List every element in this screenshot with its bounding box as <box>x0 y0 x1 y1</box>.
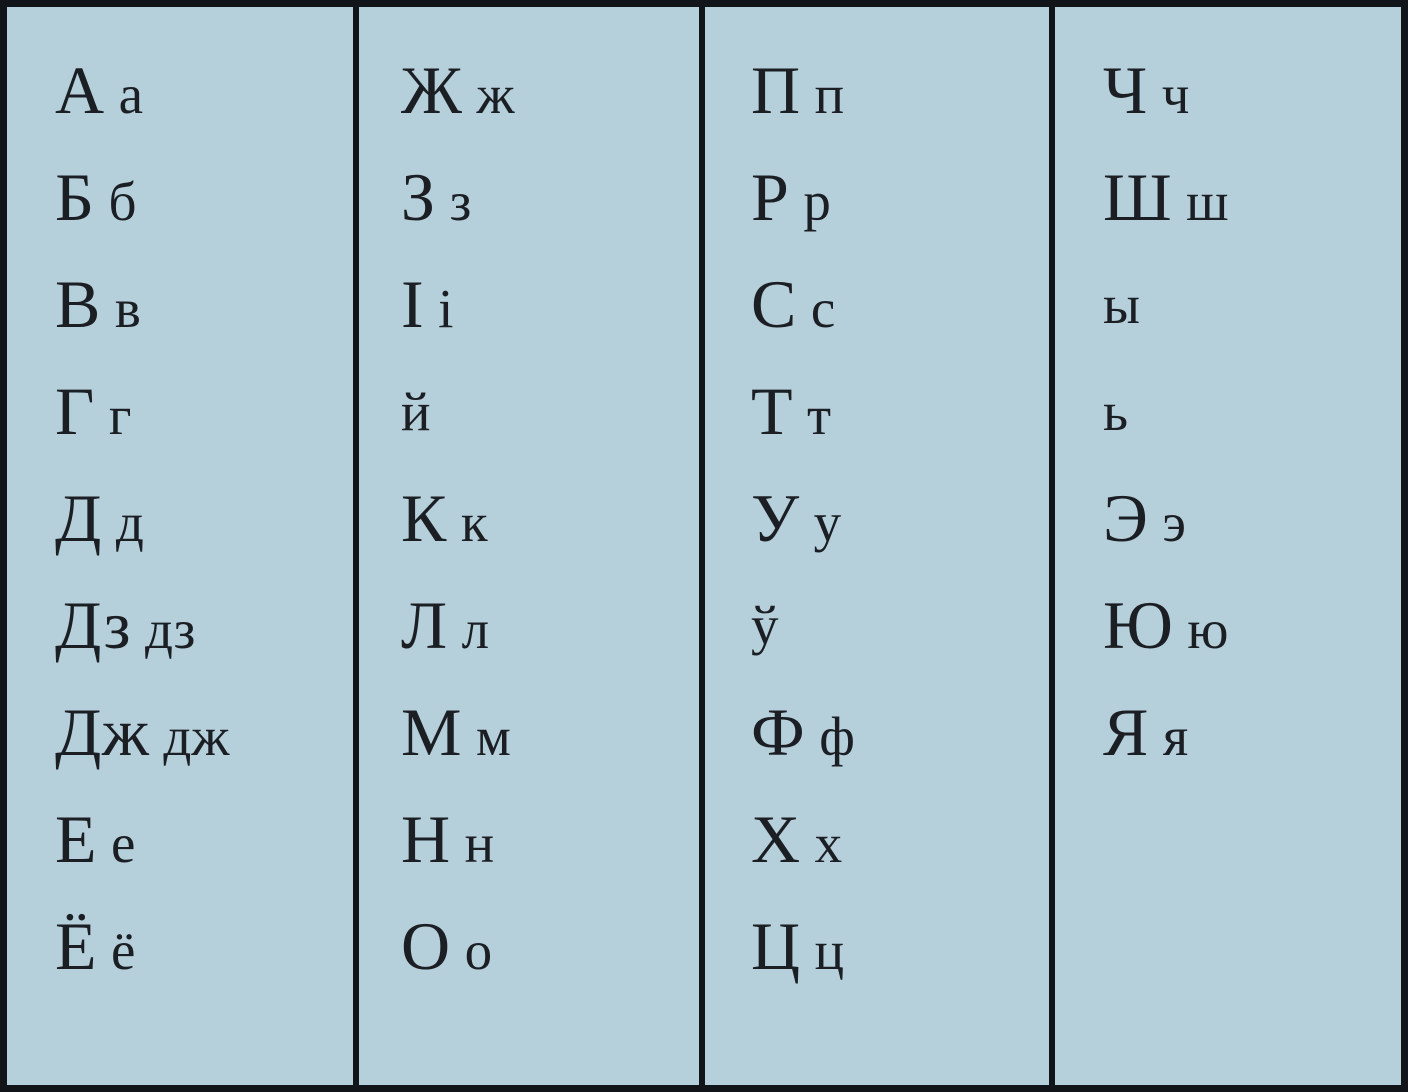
letter-row <box>55 679 229 786</box>
letter-row <box>55 893 135 1000</box>
uppercase-letter: А <box>55 52 105 128</box>
alphabet-column-4 <box>1049 7 1401 1085</box>
uppercase-letter: Н <box>401 801 451 877</box>
letter-row <box>751 144 831 251</box>
uppercase-letter: Е <box>55 801 98 877</box>
letter-row <box>401 37 514 144</box>
lowercase-letter: ў <box>751 595 779 656</box>
lowercase-letter: м <box>475 706 511 767</box>
uppercase-letter: Ч <box>1103 52 1148 128</box>
uppercase-letter: Ш <box>1103 159 1173 235</box>
uppercase-letter: Х <box>751 801 801 877</box>
letter-row <box>1103 251 1140 358</box>
lowercase-letter: ы <box>1103 274 1140 335</box>
uppercase-letter: Ю <box>1103 587 1174 663</box>
letter-row <box>55 786 135 893</box>
uppercase-letter: М <box>401 694 462 770</box>
uppercase-letter: Б <box>55 159 95 235</box>
letter-row-empty <box>1103 893 1117 1000</box>
lowercase-letter: к <box>460 492 488 553</box>
letter-row <box>1103 572 1229 679</box>
lowercase-letter: д <box>115 492 144 553</box>
letter-row <box>751 893 844 1000</box>
lowercase-letter: ю <box>1187 599 1229 660</box>
uppercase-letter: У <box>751 480 800 556</box>
lowercase-letter: ф <box>819 706 855 767</box>
uppercase-letter: П <box>751 52 801 128</box>
lowercase-letter: ё <box>111 920 136 981</box>
uppercase-letter: І <box>401 266 425 342</box>
lowercase-letter: л <box>461 599 490 660</box>
uppercase-letter: В <box>55 266 101 342</box>
letter-row <box>55 251 141 358</box>
alphabet-column-3 <box>699 7 1049 1085</box>
lowercase-letter: х <box>814 813 843 874</box>
uppercase-letter: Э <box>1103 480 1149 556</box>
letter-row <box>1103 144 1228 251</box>
letter-row <box>401 679 511 786</box>
letter-row <box>55 358 131 465</box>
lowercase-letter: ш <box>1186 171 1229 232</box>
letter-row <box>751 786 842 893</box>
uppercase-letter: Я <box>1103 694 1149 770</box>
lowercase-letter: н <box>464 813 495 874</box>
letter-row <box>55 144 137 251</box>
uppercase-letter: Л <box>401 587 448 663</box>
letter-row <box>751 37 844 144</box>
uppercase-letter: К <box>401 480 447 556</box>
uppercase-letter: Г <box>55 373 95 449</box>
lowercase-letter: о <box>464 920 493 981</box>
letter-row <box>55 37 143 144</box>
uppercase-letter: Ё <box>55 908 98 984</box>
letter-row <box>55 572 195 679</box>
letter-row <box>401 465 488 572</box>
lowercase-letter: е <box>111 813 136 874</box>
letter-row <box>751 572 779 679</box>
uppercase-letter: О <box>401 908 451 984</box>
lowercase-letter: с <box>810 278 836 339</box>
letter-row <box>401 893 492 1000</box>
lowercase-letter: ь <box>1103 381 1129 442</box>
lowercase-letter: г <box>108 385 132 446</box>
letter-row-empty <box>1103 786 1117 893</box>
uppercase-letter: Дз <box>55 587 131 663</box>
lowercase-letter: у <box>813 492 842 553</box>
letter-row <box>401 572 489 679</box>
letter-row <box>401 251 453 358</box>
lowercase-letter: дж <box>163 706 230 767</box>
uppercase-letter: Д <box>55 480 102 556</box>
alphabet-column-2 <box>353 7 699 1085</box>
alphabet-column-1 <box>7 7 353 1085</box>
lowercase-letter: ц <box>814 920 845 981</box>
letter-row <box>751 679 855 786</box>
uppercase-letter: Ц <box>751 908 801 984</box>
lowercase-letter: б <box>108 171 137 232</box>
lowercase-letter: п <box>814 64 845 125</box>
letter-row <box>751 465 841 572</box>
lowercase-letter: в <box>114 278 141 339</box>
letter-row <box>55 465 144 572</box>
lowercase-letter: р <box>803 171 831 232</box>
letter-row <box>751 358 831 465</box>
letter-row <box>401 786 494 893</box>
letter-row <box>1103 679 1188 786</box>
lowercase-letter: й <box>401 381 431 442</box>
uppercase-letter: Ж <box>401 52 463 128</box>
lowercase-letter: а <box>118 64 144 125</box>
letter-row <box>1103 37 1189 144</box>
letter-row <box>401 358 430 465</box>
lowercase-letter: ж <box>476 64 515 125</box>
uppercase-letter: С <box>751 266 797 342</box>
lowercase-letter: я <box>1162 706 1189 767</box>
uppercase-letter: Т <box>751 373 794 449</box>
uppercase-letter: Р <box>751 159 790 235</box>
letter-row <box>1103 465 1186 572</box>
letter-row <box>401 144 471 251</box>
lowercase-letter: э <box>1162 492 1186 553</box>
uppercase-letter: Ф <box>751 694 806 770</box>
lowercase-letter: т <box>807 385 832 446</box>
letter-row <box>1103 358 1128 465</box>
uppercase-letter: Дж <box>55 694 150 770</box>
lowercase-letter: з <box>449 171 472 232</box>
uppercase-letter: З <box>401 159 436 235</box>
lowercase-letter: дз <box>144 599 196 660</box>
lowercase-letter: і <box>438 278 454 339</box>
letter-row <box>751 251 835 358</box>
lowercase-letter: ч <box>1161 64 1190 125</box>
